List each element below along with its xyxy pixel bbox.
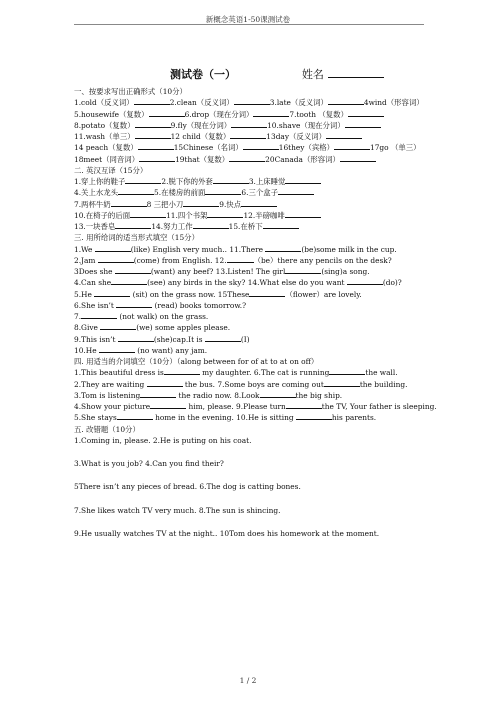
exam-line: 9.He usually watches TV at the night.. 10Tom does his homework at the moment. [74,528,380,538]
answer-blank [234,97,270,105]
exam-line: 7.She likes watch TV very much. 8.The sun is shincing. [74,505,281,515]
exam-line: 三. 用所给词的适当形式填空（15分） [74,233,199,243]
answer-blank [265,244,301,252]
answer-blank [150,401,186,409]
answer-blank [125,176,161,184]
answer-blank [111,199,147,207]
answer-blank [345,120,381,128]
answer-blank [348,109,384,117]
exam-line: 1.We (like) English very much.. 11.There (be)some milk in the cup. [74,244,397,254]
answer-blank [285,266,321,274]
answer-blank [329,367,365,375]
answer-gap [74,493,424,505]
page-number: 1 / 2 [239,676,257,685]
answer-blank [229,154,265,162]
answer-blank [94,289,130,297]
exam-line: 五. 改错题（10分） [74,424,140,434]
answer-blank [334,142,370,150]
exam-line: 4.Can she (see) any birds in the sky? 14.What else do you want (do)? [74,278,402,288]
answer-blank [117,412,153,420]
answer-blank [193,221,229,229]
title-row [170,66,384,82]
answer-blank [138,142,174,150]
exam-line: 7. (not walk) on the grass. [74,312,209,321]
answer-blank [260,390,296,398]
answer-blank [263,221,299,229]
answer-blank [100,322,136,330]
answer-gap [74,469,424,481]
answer-blank [347,277,383,285]
answer-blank [98,255,134,263]
exam-line: 8.Give (we) some apples please. [74,323,231,333]
answer-blank [134,97,170,105]
answer-blank [249,289,285,297]
exam-line: 5.She stays home in the evening. 10.He is sitting his parents. [74,413,377,423]
answer-blank [253,109,289,117]
exam-line: 3.What is you job? 4.Can you find their? [74,459,224,468]
exam-line: 3Does she (want) any beef? 13.Listen! The girl (sing)a song. [74,267,370,276]
answer-blank [213,176,249,184]
answer-blank [241,199,277,207]
exam-line: 8.potato（复数） 9.fly（现在分词） 10.shave（现在分词） [74,120,424,131]
test-title: 测试卷（一） [170,68,236,81]
exam-line: 2.They are waiting the bus. 7.Some boys are coming out the building. [74,379,408,389]
answer-blank [285,210,321,218]
answer-blank [115,266,151,274]
answer-blank [296,412,332,420]
answer-blank [111,277,147,285]
exam-line: 5.housewife（复数） 6.drop（现在分词） 7.tooth （复数） [74,109,424,120]
answer-blank [285,176,321,184]
answer-blank [207,210,243,218]
exam-line: 7.两杯牛奶 8 三把小刀 9.快点 [74,199,424,210]
answer-blank [328,97,364,105]
exam-line: 二. 英汉互译（15分） [74,165,148,175]
exam-line: 5There isn’t any pieces of bread. 6.The dog is catting bones. [74,482,301,492]
exam-line: 9.This isn’t (she)cap.It is (I) [74,334,250,344]
answer-blank [130,210,166,218]
answer-blank [205,187,241,195]
answer-blank [340,154,376,162]
exam-line: 6.She isn’t (read) books tomorrow.? [74,300,247,310]
exam-line: 10.在椅子的后面 11.四个书架 12.半磅咖啡 [74,210,424,221]
answer-blank [183,199,219,207]
answer-blank [149,109,185,117]
answer-blank [139,154,175,162]
answer-blank [286,401,322,409]
exam-line: 1.穿上你的鞋子 2.脱下你的外套 3.上床睡觉 [74,176,424,187]
exam-line: 一、按要求写出正确形式（10分） [74,87,187,96]
exam-line: 10.He (no want) any jam. [74,345,208,355]
answer-blank [116,300,152,308]
answer-blank [118,187,154,195]
answer-blank [230,131,266,139]
exam-line: 18meet（同音词） 19that（复数） 20Canada（形容词） [74,154,424,165]
answer-blank [81,311,117,319]
exam-line: 5.He (sit) on the grass now. 15These （flower）are lovely. [74,289,362,299]
answer-blank [231,120,267,128]
answer-blank [135,120,171,128]
exam-content [74,86,437,539]
exam-line: 4.Show your picture him, please. 9.Please turn the TV, Your father is sleeping. [74,402,437,411]
name-label: 姓名 [301,68,324,81]
answer-blank [243,142,279,150]
answer-blank [164,367,200,375]
answer-blank [205,334,241,342]
answer-blank [326,131,362,139]
exam-line: 13.一块香皂 14.努力工作 15.在桥下 [74,221,424,232]
answer-blank [99,345,135,353]
answer-blank [115,221,151,229]
answer-blank [147,379,183,387]
header-divider [74,24,424,25]
exam-line: 4.关上水龙头 5.在楼房的前面 6.三个盒子 [74,187,424,198]
exam-line: 1.This beautiful dress is my daughter. 6.The cat is running the wall. [74,368,398,378]
answer-blank [140,390,176,398]
answer-blank [324,379,360,387]
exam-line: 2.Jam (come) from English. 12. （be）there any pencils on the desk? [74,255,392,265]
answer-blank [278,187,314,195]
answer-blank [118,334,154,342]
answer-gap [74,516,424,528]
page-header: 新概念英语1-50课测试卷 [205,15,291,24]
exam-line: 11.wash（单三） 12 child（复数） 13day（反义词） [74,131,424,142]
exam-line: 14 peach（复数） 15Chinese（名词） 16they（宾格） 17go （单三） [74,143,421,153]
exam-line: 3.Tom is listening the radio now. 8.Look the big ship. [74,390,343,400]
exam-line: 1.cold（反义词） 2.clean（反义词） 3.late（反义词） 4wind（形容词） [74,98,424,108]
answer-gap [74,446,424,458]
answer-blank [95,244,131,252]
exam-line: 四. 用适当的介词填空（10分）（along between for of at to at on off） [74,357,319,366]
answer-blank [135,131,171,139]
answer-blank [227,255,254,263]
exam-line: 1.Coming in, please. 2.He is puting on his coat. [74,435,252,445]
name-blank [328,68,384,78]
